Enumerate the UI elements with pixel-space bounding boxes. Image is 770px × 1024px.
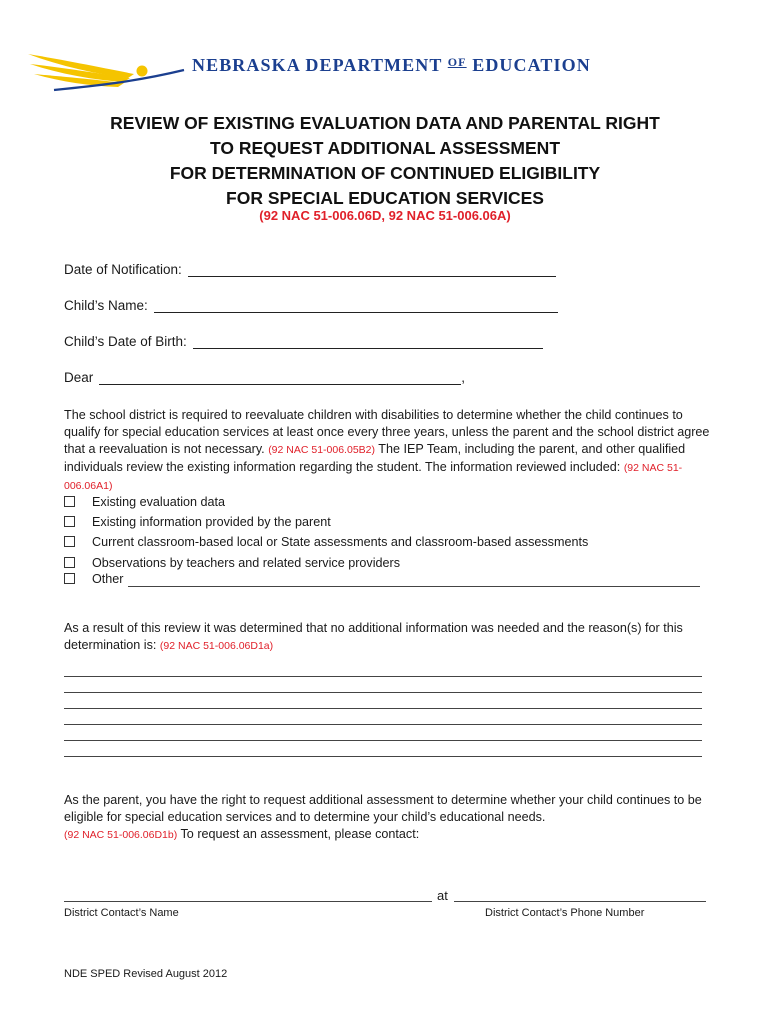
- dear-input[interactable]: [99, 370, 461, 385]
- title-line-4: FOR SPECIAL EDUCATION SERVICES: [226, 188, 544, 208]
- checklist-item: Observations by teachers and related service providers: [64, 555, 400, 571]
- reason-line[interactable]: [64, 708, 702, 709]
- notification-date-label: Date of Notification:: [64, 262, 182, 277]
- title-line-3: FOR DETERMINATION OF CONTINUED ELIGIBILITY: [169, 163, 601, 183]
- checklist-item: Existing information provided by the parent: [64, 514, 331, 530]
- result-text: As a result of this review it was determined that no additional information was needed and the reason(s) for this determination is:: [64, 621, 683, 652]
- checkbox[interactable]: [64, 573, 75, 584]
- dear-label: Dear: [64, 370, 94, 385]
- reason-line[interactable]: [64, 724, 702, 725]
- reason-line[interactable]: [64, 740, 702, 741]
- contact-at: at: [437, 888, 448, 903]
- dear-field: [64, 370, 465, 385]
- contact-phone-input[interactable]: [454, 891, 706, 902]
- reason-line[interactable]: [64, 692, 702, 693]
- dear-comma: ,: [461, 370, 466, 385]
- revision-note: NDE SPED Revised August 2012: [64, 968, 228, 980]
- checklist-item: Current classroom-based local or State assessments and classroom-based assessments: [64, 534, 588, 550]
- contact-name-input[interactable]: [64, 891, 432, 902]
- notification-date-field: [64, 262, 556, 277]
- intro-text-2: The IEP Team, including the parent, and other qualified individuals review the existing information regarding the student. The information reviewed included:: [64, 442, 686, 474]
- child-dob-label: Child’s Date of Birth:: [64, 334, 187, 349]
- child-name-label: Child’s Name:: [64, 298, 148, 313]
- result-citation: (92 NAC 51-006.06D1a): [159, 640, 274, 652]
- rights-text-1: As the parent, you have the right to request additional assessment to determine whether your child continues to be eligible for special education services and to determine your child’s educational needs.: [64, 793, 702, 824]
- checkbox[interactable]: [64, 516, 75, 527]
- intro-text-1: The school district is required to reevaluate children with disabilities to determine whether the child continues to qualify for special education services at least once every three years, unless the parent and the school district agree that a reevaluation is not necessary.: [64, 408, 710, 456]
- rights-paragraph: [64, 792, 714, 844]
- result-paragraph: [64, 620, 714, 655]
- intro-citation-2: (92 NAC 51-006.06A1): [64, 462, 683, 492]
- child-dob-field: [64, 334, 543, 349]
- child-dob-input[interactable]: [193, 334, 543, 349]
- checkbox[interactable]: [64, 496, 75, 507]
- reason-line[interactable]: [64, 756, 702, 757]
- contact-name-label: District Contact’s Name: [64, 907, 179, 919]
- checkbox[interactable]: [64, 536, 75, 547]
- checkbox[interactable]: [64, 557, 75, 568]
- rights-text-2: To request an assessment, please contact:: [180, 827, 420, 841]
- child-name-field: [64, 298, 558, 313]
- title-citation: (92 NAC 51-006.06D, 92 NAC 51-006.06A): [259, 208, 511, 223]
- contact-phone-label: District Contact’s Phone Number: [485, 907, 645, 919]
- notification-date-input[interactable]: [188, 262, 556, 277]
- child-name-input[interactable]: [154, 298, 558, 313]
- reason-line[interactable]: [64, 676, 702, 677]
- nde-logo-icon: [24, 44, 192, 94]
- agency-name: NEBRASKA DEPARTMENT $^{OF}$ EDUCATION: [192, 55, 591, 75]
- rights-citation: (92 NAC 51-006.06D1b): [64, 829, 178, 841]
- title-line-1: REVIEW OF EXISTING EVALUATION DATA AND PARENTAL RIGHT: [110, 113, 660, 133]
- title-line-2: TO REQUEST ADDITIONAL ASSESSMENT: [209, 138, 561, 158]
- intro-citation-1: (92 NAC 51-006.05B2): [268, 444, 375, 456]
- checklist-item: Existing evaluation data: [64, 494, 225, 510]
- intro-paragraph: [64, 407, 714, 495]
- checklist-item-other: Other: [64, 571, 700, 587]
- other-input[interactable]: [128, 574, 700, 587]
